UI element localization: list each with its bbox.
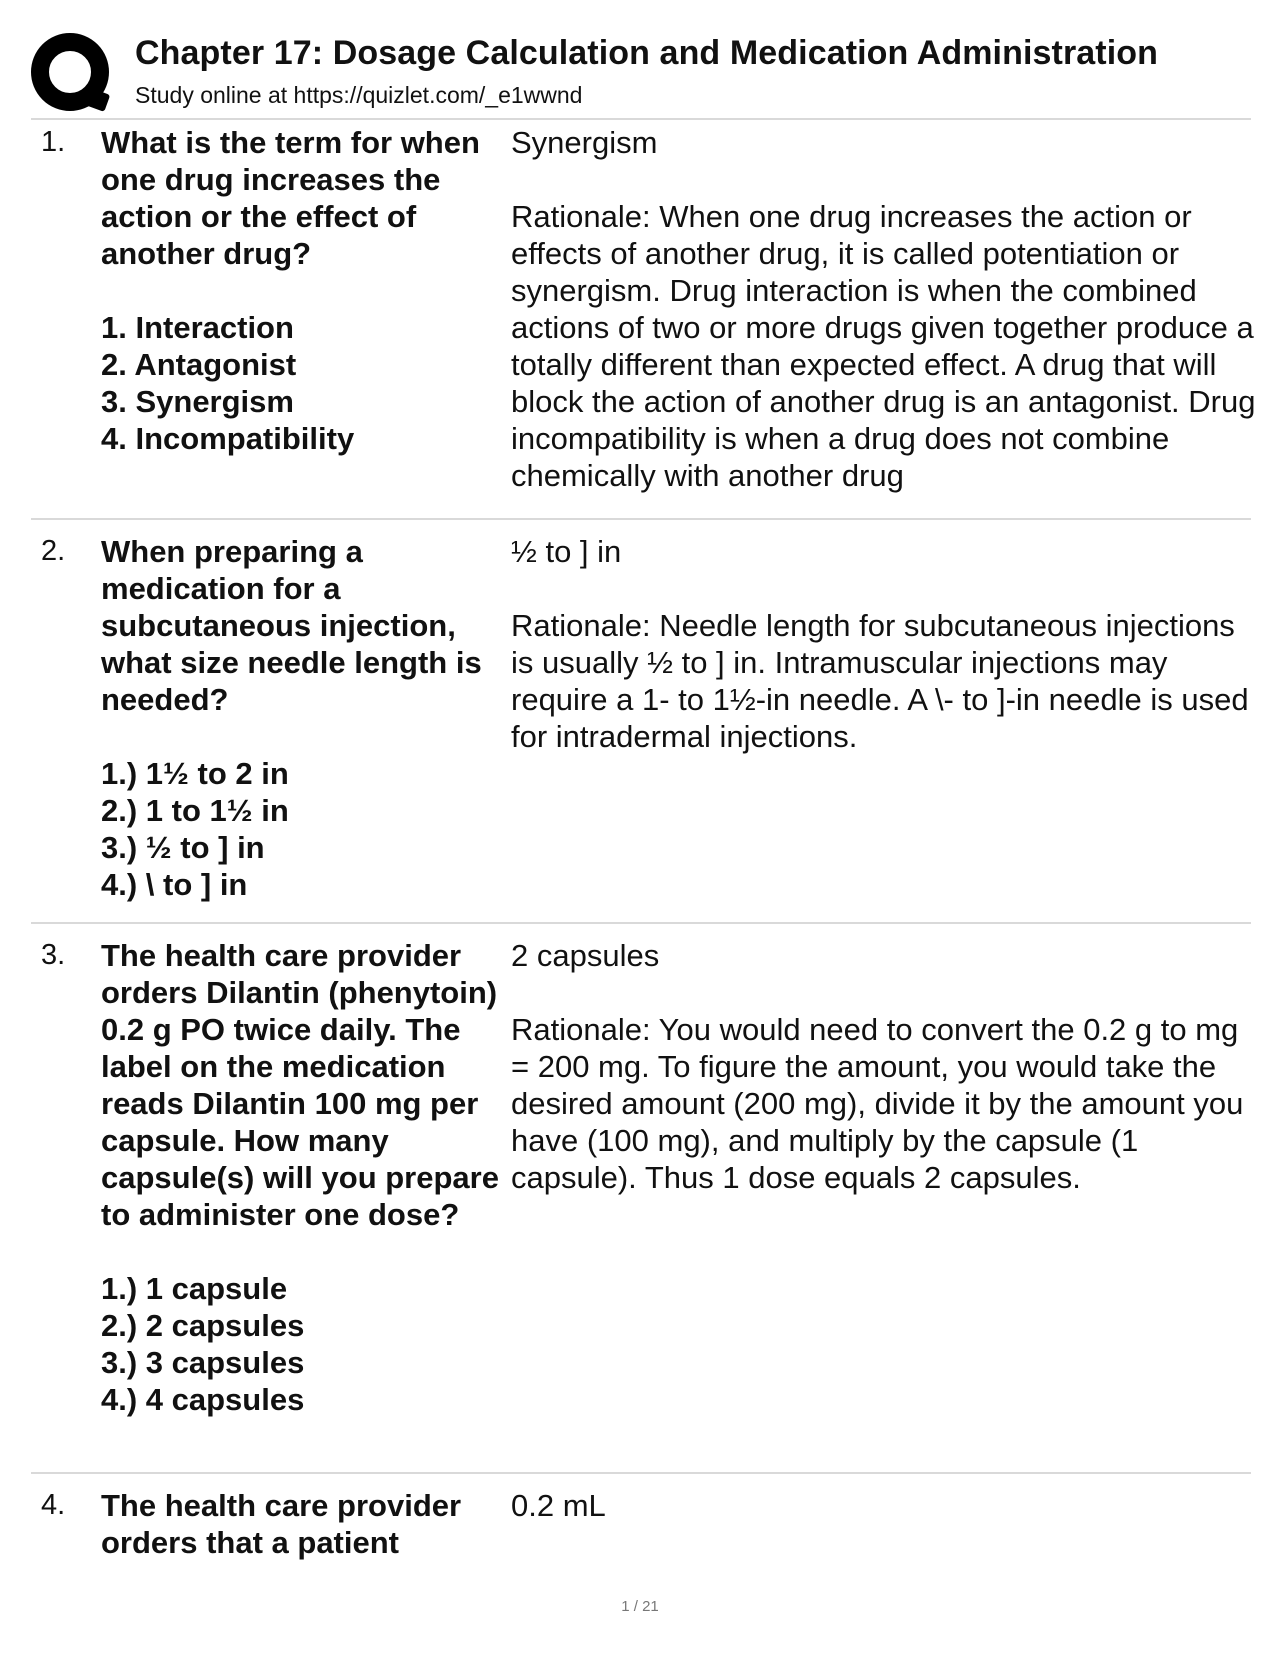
rationale-text: Rationale: When one drug increases the action or effects of another drug, it is called potentiation or synergism. Drug interaction is when the combined actions of two or more drugs given together produce a totally different than expected effect. A drug that will block the action of another drug is an antagonist. Drug incompatibility is when a drug does not combine chemically with another drug: [511, 199, 1256, 493]
answer-text: Synergism: [511, 125, 658, 160]
option-list: [101, 1270, 511, 1418]
rationale-text: Rationale: Needle length for subcutaneous injections is usually ½ to ] in. Intramuscular injections may require a 1- to 1½-in needle. A \- to ]-in needle is used for intradermal injections.: [511, 608, 1249, 754]
divider: [31, 518, 1251, 520]
card-answer: [511, 124, 1261, 494]
card-number: 3.: [41, 939, 66, 971]
option-item: 2. Antagonist: [101, 347, 297, 382]
question-text: The health care provider orders that a patient: [101, 1488, 462, 1560]
divider: [31, 118, 1251, 120]
answer-text: ½ to ] in: [511, 534, 622, 569]
option-item: 3. Synergism: [101, 384, 294, 419]
card-question: [101, 937, 511, 1418]
option-item: 1. Interaction: [101, 310, 294, 345]
divider: [31, 922, 1251, 924]
page-number: 1 / 21: [621, 1598, 659, 1615]
option-item: 3.) ½ to ] in: [101, 830, 265, 865]
study-link[interactable]: Study online at https://quizlet.com/_e1wwnd: [135, 82, 583, 108]
card-answer: [511, 937, 1261, 1196]
option-item: 1.) 1½ to 2 in: [101, 756, 289, 791]
card-question: [101, 533, 511, 903]
option-list: [101, 309, 511, 457]
question-text: The health care provider orders Dilantin (phenytoin) 0.2 g PO twice daily. The label on the medication reads Dilantin 100 mg per capsule. How many capsule(s) will you prepare to administer one dose?: [101, 938, 499, 1232]
option-item: 1.) 1 capsule: [101, 1271, 288, 1306]
rationale-text: Rationale: You would need to convert the 0.2 g to mg = 200 mg. To figure the amount, you would take the desired amount (200 mg), divide it by the amount you have (100 mg), and multiply by the capsule (1 capsule). Thus 1 dose equals 2 capsules.: [511, 1012, 1244, 1195]
option-item: 4.) 4 capsules: [101, 1382, 305, 1417]
divider: [31, 1472, 1251, 1474]
card-question: [101, 124, 511, 457]
question-text: What is the term for when one drug increases the action or the effect of another drug?: [101, 125, 480, 271]
option-item: 2.) 1 to 1½ in: [101, 793, 289, 828]
page-title: Chapter 17: Dosage Calculation and Medication Administration: [135, 34, 1158, 72]
option-item: 2.) 2 capsules: [101, 1308, 305, 1343]
answer-text: 0.2 mL: [511, 1488, 606, 1523]
question-text: When preparing a medication for a subcutaneous injection, what size needle length is needed?: [101, 534, 482, 717]
card-number: 2.: [41, 535, 66, 567]
answer-text: 2 capsules: [511, 938, 660, 973]
page-header: [30, 28, 1250, 118]
option-list: [101, 755, 511, 903]
option-item: 3.) 3 capsules: [101, 1345, 305, 1380]
card-answer: [511, 1487, 1261, 1524]
card-number: 1.: [41, 126, 66, 158]
card-number: 4.: [41, 1489, 66, 1521]
quizlet-logo-icon: [30, 32, 114, 116]
card-answer: [511, 533, 1261, 755]
option-item: 4.) \ to ] in: [101, 867, 248, 902]
option-item: 4. Incompatibility: [101, 421, 355, 456]
card-question: [101, 1487, 511, 1561]
